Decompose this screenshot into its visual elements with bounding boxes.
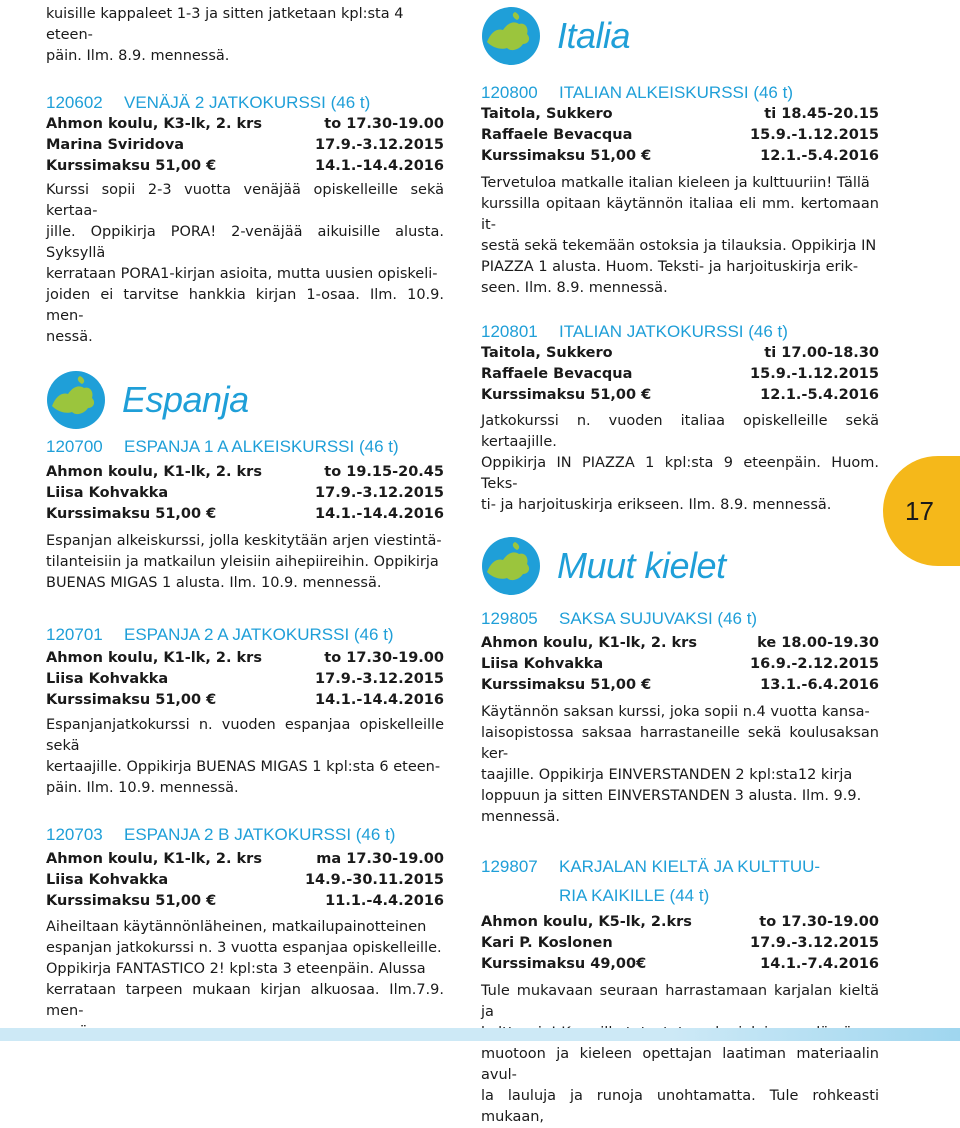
description-line: Espanjanjatkokurssi n. vuoden espanjaa opiskelleille sekä [46, 717, 444, 754]
section-title: Muut kielet [557, 545, 726, 586]
course-heading [46, 824, 444, 846]
teacher: Liisa Kohvakka [46, 671, 169, 687]
description-line: Käytännön saksan kurssi, joka sopii n.4 vuotta kansa- [481, 704, 870, 720]
description-line: Aiheiltaan käytännönläheinen, matkailupainotteinen [46, 919, 427, 935]
globe-icon [46, 370, 106, 430]
description-line: nessä. [46, 329, 93, 345]
location: Ahmon koulu, K3-lk, 2. krs [46, 116, 262, 132]
description-line: Jatkokurssi n. vuoden italiaa opiskelleille sekä kertaajille. [481, 413, 879, 450]
spring-dates: 14.1.-14.4.2016 [315, 692, 444, 708]
autumn-dates: 17.9.-3.12.2015 [315, 137, 444, 153]
course-fee: Kurssimaksu 49,00€ [481, 956, 647, 972]
course-info [481, 912, 879, 975]
location: Ahmon koulu, K1-lk, 2. krs [46, 851, 262, 867]
description-line: Oppikirja FANTASTICO 2! kpl:sta 3 eteenpäin. Alussa [46, 961, 426, 977]
page-number: 17 [905, 496, 934, 526]
right-column [481, 0, 879, 1128]
description-line: tilanteisiin ja matkailun yleisiin aihepiireihin. Oppikirja [46, 554, 439, 570]
description-line: sestä sekä tekemään ostoksia ja tilauksia. Oppikirja IN [481, 238, 877, 254]
description-line: muotoon ja kieleen opettajan laatiman materiaalin avul- [481, 1046, 879, 1083]
course-info [46, 648, 444, 711]
description-line: ti- ja harjoituskirja erikseen. Ilm. 8.9. mennessä. [481, 497, 832, 513]
intro-line: kuisille kappaleet 1-3 ja sitten jatketaan kpl:sta 4 eteen- [46, 6, 404, 43]
course-title: VENÄJÄ 2 JATKOKURSSI (46 t) [124, 93, 371, 112]
teacher: Kari P. Koslonen [481, 935, 613, 951]
description-line: PIAZZA 1 alusta. Huom. Teksti- ja harjoituskirja erik- [481, 259, 859, 275]
teacher: Liisa Kohvakka [46, 872, 169, 888]
course-info [481, 104, 879, 167]
course-title: ESPANJA 1 A ALKEISKURSSI (46 t) [124, 437, 399, 456]
course-code: 129805 [481, 609, 538, 628]
autumn-dates: 17.9.-3.12.2015 [315, 485, 444, 501]
intro-line: päin. Ilm. 8.9. mennessä. [46, 48, 230, 64]
schedule: ti 18.45-20.15 [764, 106, 879, 122]
description-line: laisopistossa saksaa harrastaneille sekä koulusaksan ker- [481, 725, 879, 762]
course-fee: Kurssimaksu 51,00 € [46, 158, 217, 174]
course-fee: Kurssimaksu 51,00 € [481, 677, 652, 693]
location: Taitola, Sukkero [481, 106, 613, 122]
spring-dates: 13.1.-6.4.2016 [760, 677, 879, 693]
description-line: Oppikirja IN PIAZZA 1 kpl:sta 9 eteenpäin. Huom. Teks- [481, 455, 879, 492]
course-title: ESPANJA 2 B JATKOKURSSI (46 t) [124, 825, 396, 844]
course-heading [481, 852, 879, 910]
description-line: mennessä. [481, 809, 560, 825]
course-120800 [481, 82, 879, 299]
section-header-muut-kielet [481, 536, 879, 600]
course-129807 [481, 852, 879, 1128]
course-title [559, 852, 879, 910]
section-header-espanja [46, 370, 444, 434]
course-info [46, 114, 444, 177]
course-120703 [46, 824, 444, 1043]
description-line: Kurssi sopii 2-3 vuotta venäjää opiskelleille sekä kertaa- [46, 182, 444, 219]
autumn-dates: 17.9.-3.12.2015 [750, 935, 879, 951]
course-code: 129807 [481, 857, 538, 876]
spring-dates: 11.1.-4.4.2016 [325, 893, 444, 909]
course-code: 120703 [46, 825, 103, 844]
schedule: to 17.30-19.00 [759, 914, 879, 930]
description-line: päin. Ilm. 10.9. mennessä. [46, 780, 239, 796]
course-120801 [481, 321, 879, 516]
location: Taitola, Sukkero [481, 345, 613, 361]
left-column [46, 0, 444, 1043]
course-heading [46, 624, 444, 646]
course-fee: Kurssimaksu 51,00 € [481, 387, 652, 403]
teacher: Liisa Kohvakka [46, 485, 169, 501]
spring-dates: 12.1.-5.4.2016 [760, 148, 879, 164]
course-title: ESPANJA 2 A JATKOKURSSI (46 t) [124, 625, 394, 644]
autumn-dates: 16.9.-2.12.2015 [750, 656, 879, 672]
course-title-line: RIA KAIKILLE (44 t) [559, 886, 710, 905]
section-title: Espanja [122, 379, 249, 420]
section-title: Italia [557, 15, 631, 56]
description-line: kurssilla opitaan käytännön italiaa eli mm. kertomaan it- [481, 196, 879, 233]
course-fee: Kurssimaksu 51,00 € [46, 692, 217, 708]
teacher: Raffaele Bevacqua [481, 366, 633, 382]
course-code: 120801 [481, 322, 538, 341]
course-129805 [481, 608, 879, 828]
description-line: kerrataan PORA1-kirjan asioita, mutta uusien opiskeli- [46, 266, 438, 282]
globe-icon [481, 6, 541, 66]
course-code: 120800 [481, 83, 538, 102]
schedule: ti 17.00-18.30 [764, 345, 879, 361]
description-line: BUENAS MIGAS 1 alusta. Ilm. 10.9. mennessä. [46, 575, 382, 591]
description-line: Tervetuloa matkalle italian kieleen ja kulttuuriin! Tällä [481, 175, 870, 191]
schedule: to 19.15-20.45 [324, 464, 444, 480]
course-heading [481, 608, 879, 630]
location: Ahmon koulu, K1-lk, 2. krs [46, 464, 262, 480]
course-heading [481, 321, 879, 343]
course-info [46, 462, 444, 525]
bottom-decorative-band [0, 1028, 960, 1041]
course-120700 [46, 436, 444, 594]
spring-dates: 14.1.-14.4.2016 [315, 506, 444, 522]
course-fee: Kurssimaksu 51,00 € [46, 893, 217, 909]
course-code: 120700 [46, 437, 103, 456]
schedule: ke 18.00-19.30 [757, 635, 879, 651]
course-title: ITALIAN ALKEISKURSSI (46 t) [559, 83, 793, 102]
schedule: to 17.30-19.00 [324, 650, 444, 666]
description-line: kerrataan tarpeen mukaan kirjan alkuosaa. Ilm.7.9. men- [46, 982, 444, 1019]
course-title: ITALIAN JATKOKURSSI (46 t) [559, 322, 788, 341]
description-line: taajille. Oppikirja EINVERSTANDEN 2 kpl:sta12 kirja [481, 767, 853, 783]
description-line: Espanjan alkeiskurssi, jolla keskitytään arjen viestintä- [46, 533, 442, 549]
course-120701 [46, 624, 444, 799]
course-code: 120701 [46, 625, 103, 644]
spring-dates: 14.1.-14.4.2016 [315, 158, 444, 174]
course-info [46, 849, 444, 912]
location: Ahmon koulu, K1-lk, 2. krs [46, 650, 262, 666]
course-info [481, 633, 879, 696]
description-line: joiden ei tarvitse hankkia kirjan 1-osaa. Ilm. 10.9. men- [46, 287, 444, 324]
course-heading [481, 82, 879, 104]
course-code: 120602 [46, 93, 103, 112]
description-line: loppuun ja sitten EINVERSTANDEN 3 alusta. Ilm. 9.9. [481, 788, 862, 804]
description-line: espanjan jatkokurssi n. 3 vuotta espanjaa opiskelleille. [46, 940, 442, 956]
description-line: jille. Oppikirja PORA! 2-venäjää aikuisille alusta. Syksyllä [46, 224, 444, 261]
course-info [481, 343, 879, 406]
teacher: Marina Sviridova [46, 137, 185, 153]
location: Ahmon koulu, K5-lk, 2.krs [481, 914, 692, 930]
course-fee: Kurssimaksu 51,00 € [481, 148, 652, 164]
schedule: to 17.30-19.00 [324, 116, 444, 132]
band-gradient [0, 1028, 960, 1041]
description-line: kertaajille. Oppikirja BUENAS MIGAS 1 kpl:sta 6 eteen- [46, 759, 441, 775]
course-heading [46, 436, 444, 458]
globe-icon [481, 536, 541, 596]
location: Ahmon koulu, K1-lk, 2. krs [481, 635, 697, 651]
teacher: Raffaele Bevacqua [481, 127, 633, 143]
autumn-dates: 15.9.-1.12.2015 [750, 366, 879, 382]
spring-dates: 14.1.-7.4.2016 [760, 956, 879, 972]
course-title: SAKSA SUJUVAKSI (46 t) [559, 609, 758, 628]
autumn-dates: 15.9.-1.12.2015 [750, 127, 879, 143]
description-line: Tule mukavaan seuraan harrastamaan karjalan kieltä ja [481, 983, 879, 1020]
description-line: seen. Ilm. 8.9. mennessä. [481, 280, 668, 296]
teacher: Liisa Kohvakka [481, 656, 604, 672]
autumn-dates: 17.9.-3.12.2015 [315, 671, 444, 687]
course-heading [46, 92, 444, 114]
course-120602 [46, 92, 444, 348]
course-title-line: KARJALAN KIELTÄ JA KULTTUU- [559, 857, 821, 876]
autumn-dates: 14.9.-30.11.2015 [304, 872, 444, 888]
schedule: ma 17.30-19.00 [316, 851, 444, 867]
spring-dates: 12.1.-5.4.2016 [760, 387, 879, 403]
course-fee: Kurssimaksu 51,00 € [46, 506, 217, 522]
section-header-italia [481, 6, 879, 70]
description-line: la lauluja ja runoja unohtamatta. Tule rohkeasti mukaan, [481, 1088, 879, 1125]
